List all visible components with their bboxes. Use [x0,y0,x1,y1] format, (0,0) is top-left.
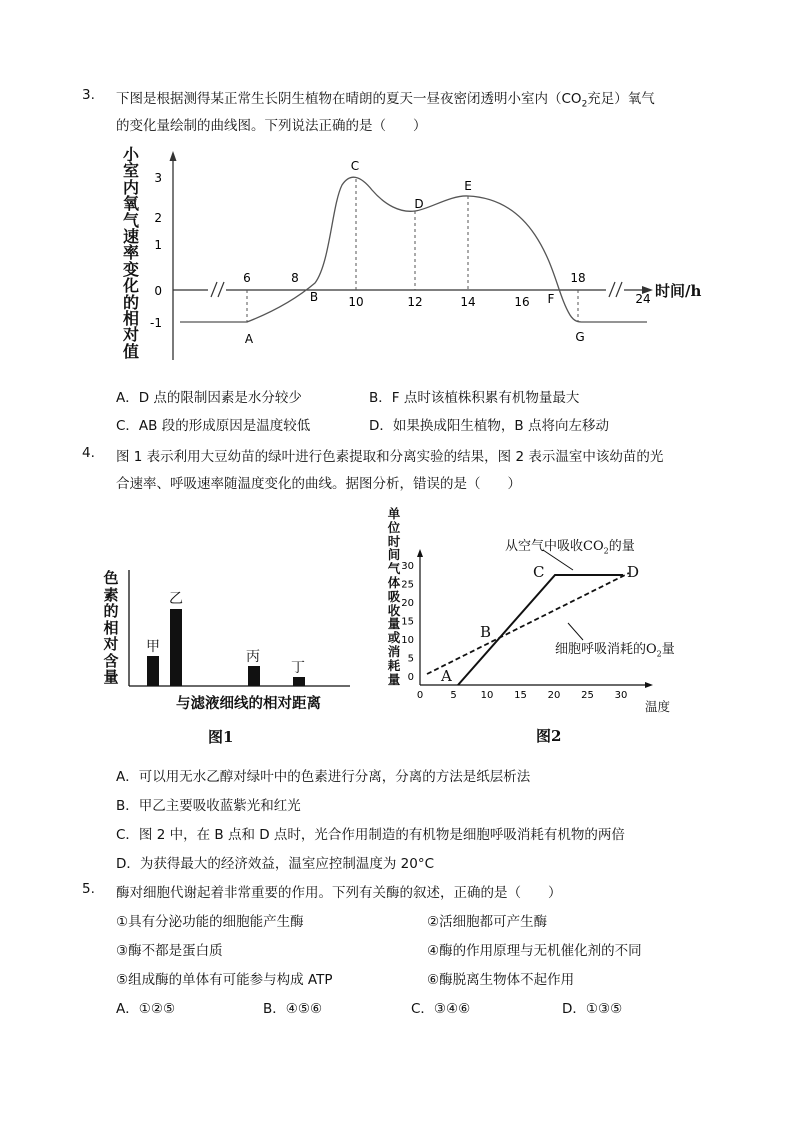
fig1-ylabel-char: 相 [103,618,119,637]
q5-stem: 酶对细胞代谢起着非常重要的作用。下列有关酶的叙述，正确的是（ ） [116,885,562,901]
q3-ylabel-char: 小 [122,145,139,164]
fig1-xlabel: 与滤液细线的相对距离 [176,695,321,712]
q3-option-c[interactable]: C．AB 段的形成原因是温度较低 [116,418,311,434]
q3-xtick: 24 [635,292,651,306]
q3-xtick: 12 [407,295,423,309]
fig1-bar-ding [293,677,305,686]
q3-point-label: D [414,197,424,211]
q3-ylabel-char: 内 [122,177,139,197]
q3-stem-line2: 的变化量绘制的曲线图。下列说法正确的是（ ） [116,118,427,134]
fig1-label-ding: 丁 [291,660,305,676]
q4-option-c[interactable]: C．图 2 中，在 B 点和 D 点时，光合作用制造的有机物是细胞呼吸消耗有机物的两倍 [116,827,625,843]
q3-xtick: 8 [291,271,299,285]
q3-ytick: 2 [154,211,162,225]
q5-statement-4: ④酶的作用原理与无机催化剂的不同 [427,943,642,959]
q5-number: 5. [82,881,95,897]
q3-ytick: -1 [150,316,162,330]
q3-xtick: 6 [243,271,251,285]
fig2-xtick: 0 [416,690,424,701]
fig2-point-b: B [480,623,492,641]
q5-option-d[interactable]: D．①③⑤ [562,1001,623,1017]
fig2-ytick: 25 [401,579,414,591]
fig1-ylabel-char: 对 [103,635,119,653]
q3-y-arrow [170,151,177,161]
q3-option-a[interactable]: A．D 点的限制因素是水分较少 [116,390,302,406]
q4-stem-line1: 图 1 表示利用大豆幼苗的绿叶进行色素提取和分离实验的结果，图 2 表示温室中该幼苗的光 [116,449,664,465]
fig2-resp-line [427,573,629,674]
q3-points [245,159,585,346]
fig2-xtick: 20 [547,690,561,701]
q5-statement-2: ②活细胞都可产生酶 [427,914,548,930]
q3-axis-break-1a [211,282,217,297]
fig2-ytick: 15 [401,616,414,628]
fig1-ylabel-char: 色 [103,569,119,587]
q3-xlabel: 时间/h [655,282,702,300]
q3-axis-break-2a [609,282,615,297]
fig1-label-yi: 乙 [169,591,183,607]
q3-axis-break-1b [218,282,224,297]
q3-ylabel-char: 氧 [122,194,139,214]
fig1-ylabel-char: 的 [103,602,119,620]
fig2-legend-resp-tail: 量 [661,642,675,657]
fig2-ylabel-char: 或 [387,630,401,646]
fig2-xlabel: 温度 [645,699,671,714]
fig2-ylabel-char: 位 [387,519,401,535]
q3-ylabel-char: 室 [122,161,139,181]
q3-ytick: 3 [154,171,162,185]
q3-yticks [150,171,162,330]
fig2-ylabel-char: 收 [387,602,401,618]
q3-ylabel-char: 值 [122,341,139,361]
fig2-caption: 图2 [536,727,562,745]
q3-stem-tail: 充足）氧气 [587,91,655,107]
fig1-bar-bing [248,666,260,686]
q3-ylabel-char: 率 [122,243,139,263]
q3-xtick: 18 [570,271,586,285]
q3-ylabel-char: 的 [122,292,139,312]
q3-point-label: E [464,179,472,193]
q4-stem-line2: 合速率、呼吸速率随温度变化的曲线。据图分析，错误的是（ ） [116,476,521,492]
fig2-ytick: 30 [401,561,414,572]
fig1-svg [100,560,360,700]
q3-point-label: G [575,330,585,344]
q3-xtick: 16 [514,295,530,309]
fig2-legend-absorb-text: 从空气中吸收CO [505,539,604,554]
q5-statement-5: ⑤组成酶的单体有可能参与构成 ATP [116,972,333,988]
q3-number: 3. [82,87,95,103]
q3-stem-line1 [116,87,655,110]
q4-number: 4. [82,445,95,461]
fig2-ylabel-char: 单 [387,506,401,521]
fig2-ylabel-char: 耗 [387,657,401,673]
q4-option-d[interactable]: D．为获得最大的经济效益，温室应控制温度为 20°C [116,856,435,872]
fig1-ylabel-char: 量 [103,668,119,686]
q5-statement-6: ⑥酶脱离生物体不起作用 [427,972,575,988]
q3-xtick: 14 [460,295,476,309]
q4-fig1 [100,560,360,750]
fig1-ylabel-char: 素 [103,585,119,604]
fig2-ylabel-char: 气 [387,561,401,577]
fig2-ylabel-char: 时 [387,533,401,549]
fig2-point-a: A [441,667,452,685]
q3-ylabel-char: 对 [122,325,139,345]
q3-point-label: F [547,292,555,306]
q3-point-label: A [244,332,254,346]
q4-fig2 [383,505,703,750]
q3-ylabel-char: 气 [122,210,139,230]
q3-ylabel-char: 相 [122,309,139,329]
q3-point-label: C [350,159,360,173]
fig2-legend-resp-text: 细胞呼吸消耗的O [555,642,657,657]
q3-point-label: B [309,290,319,304]
q3-option-d[interactable]: D．如果换成阳生植物，B 点将向左移动 [369,418,609,434]
fig2-ytick: 0 [407,672,414,683]
q3-ytick: 1 [154,238,162,252]
fig2-ylabel-char: 体 [387,574,401,590]
fig2-legend-absorb-sub: 2 [603,546,609,556]
fig2-ylabel-char: 量 [387,671,401,687]
fig2-xtick: 10 [480,690,494,701]
q4-option-a[interactable]: A．可以用无水乙醇对绿叶中的色素进行分离，分离的方法是纸层析法 [116,769,531,785]
q5-option-c[interactable]: C．③④⑥ [411,1001,471,1017]
fig1-label-bing: 丙 [246,649,260,665]
fig1-ylabel-char: 含 [103,651,119,670]
fig2-ytick: 5 [407,653,414,665]
q3-ylabel-char: 化 [122,276,139,296]
fig2-point-c: C [533,563,545,581]
fig2-yticks [401,561,414,683]
fig2-ytick: 20 [401,598,414,609]
q4-option-b[interactable]: B．甲乙主要吸收蓝紫光和红光 [116,798,301,814]
fig2-ylabel-char: 量 [387,616,401,632]
fig2-x-arrow [645,682,653,688]
q3-ylabel-char: 速 [122,227,139,247]
fig2-legend-resp-sub: 2 [656,649,662,659]
q3-co2-subscript: 2 [581,99,588,110]
fig1-bar-yi [170,609,182,686]
fig1-bar-jia [147,656,159,686]
fig2-xtick: 30 [614,690,628,701]
fig1-label-jia: 甲 [146,639,160,655]
fig2-y-arrow [417,549,423,557]
q3-ylabel-char: 变 [122,259,139,279]
fig2-xtick: 5 [450,690,457,701]
fig2-xtick: 15 [514,690,527,701]
q3-ytick: 0 [154,284,162,298]
q3-xtick: 10 [348,295,364,309]
q5-statement-3: ③酶不都是蛋白质 [116,943,223,959]
fig2-xtick: 25 [581,690,594,701]
fig2-ylabel-char: 吸 [387,588,401,604]
q5-option-b[interactable]: B．④⑤⑥ [263,1001,323,1017]
q3-option-b[interactable]: B．F 点时该植株积累有机物量最大 [369,390,580,406]
fig2-legend-absorb-tail: 的量 [608,539,635,554]
fig2-ylabel-char: 间 [387,547,401,563]
q5-statement-1: ①具有分泌功能的细胞能产生酶 [116,914,304,930]
fig2-point-d: D [627,563,640,581]
fig1-caption: 图1 [208,728,234,746]
fig2-xticks [417,690,628,701]
q3-axis-break-2b [616,282,622,297]
fig2-ytick: 10 [401,635,414,646]
q3-stem-text: 下图是根据测得某正常生长阴生植物在晴朗的夏天一昼夜密闭透明小室内（CO [116,91,582,107]
fig2-legend-resp [555,638,675,659]
q5-option-a[interactable]: A．①②⑤ [116,1001,176,1017]
fig2-legend-absorb [505,535,635,556]
q3-chart-svg [110,145,710,370]
fig2-ylabel-char: 消 [387,643,401,659]
q3-chart [110,145,710,370]
